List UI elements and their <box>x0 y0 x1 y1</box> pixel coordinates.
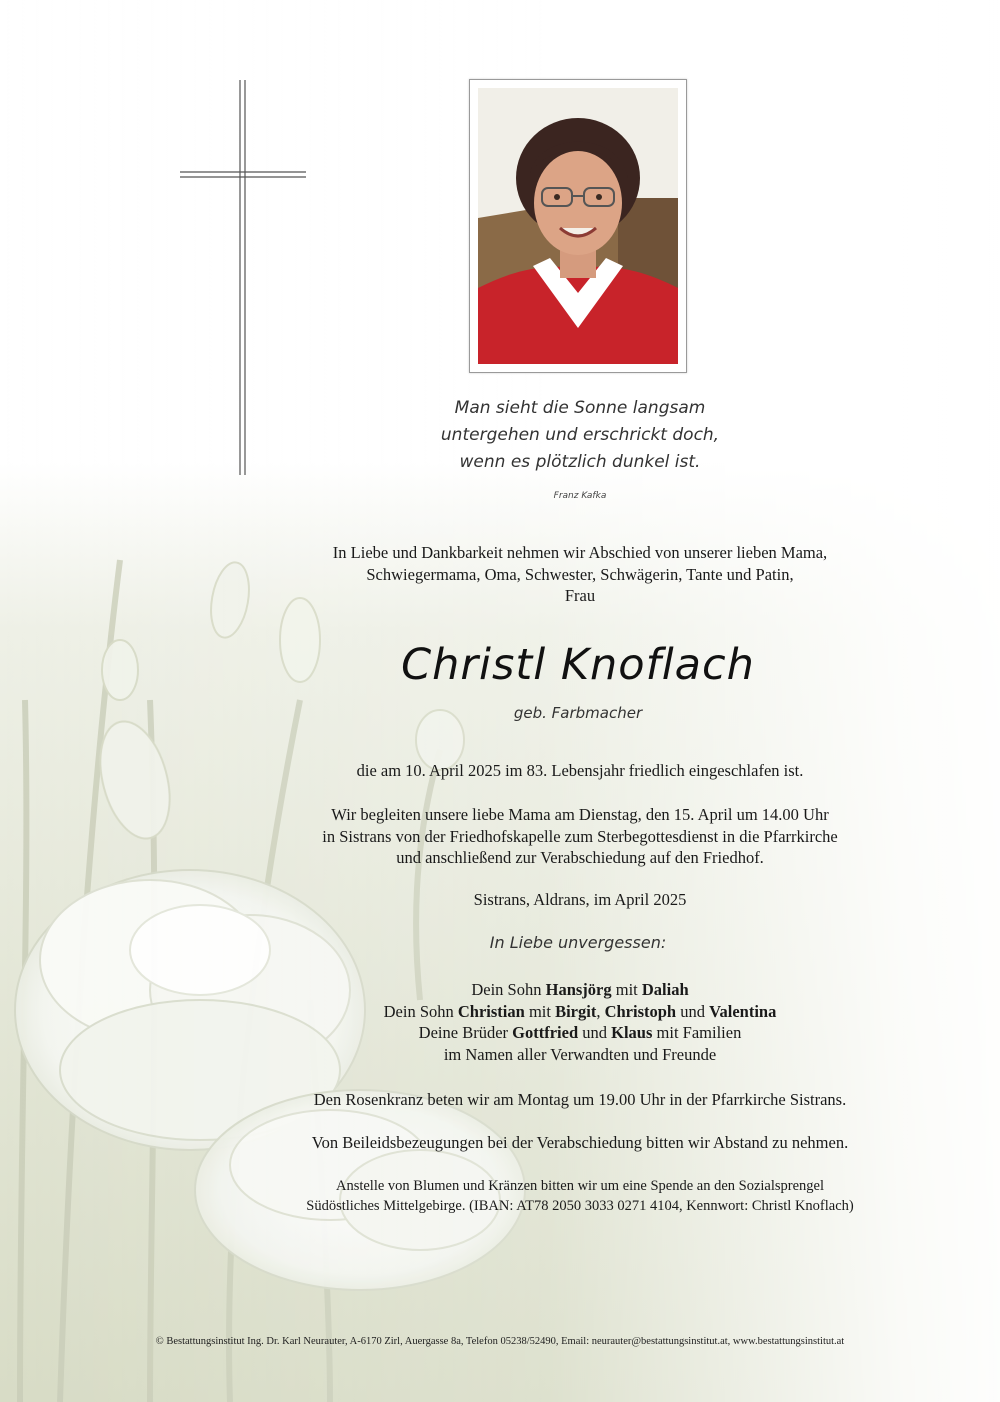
quote-line: untergehen und erschrickt doch, <box>440 425 720 445</box>
birth-name: geb. Farbmacher <box>513 704 643 722</box>
intro-line: In Liebe und Dankbarkeit nehmen wir Abschied von unserer lieben Mama, <box>332 543 828 562</box>
rosary-text: Den Rosenkranz beten wir am Montag um 19.00 Uhr in der Pfarrkirche Sistrans. <box>313 1090 847 1109</box>
donation-line: Anstelle von Blumen und Kränzen bitten wir um eine Spende an den Sozialsprengel <box>335 1178 825 1194</box>
footer-copyright: © Bestattungsinstitut Ing. Dr. Karl Neurauter, A-6170 Zirl, Auergasse 8a, Telefon 05238/52490, Email: neurauter@bestattungsinstitut.at, www.bestattungsinstitut.at <box>155 1336 845 1347</box>
dedication: In Liebe unvergessen: <box>489 933 667 952</box>
mourner-line: im Namen aller Verwandten und Freunde <box>443 1044 717 1064</box>
intro-line: Schwiegermama, Oma, Schwester, Schwägerin, Tante und Patin, <box>366 564 794 584</box>
mourner-name: Hansjörg <box>545 980 612 999</box>
mourner-text: Dein Sohn <box>471 980 546 999</box>
mourner-text: Dein Sohn <box>383 1001 458 1021</box>
mourner-line <box>230 979 930 1001</box>
intro-line: Frau <box>564 586 596 605</box>
funeral-line: und anschließend zur Verabschiedung auf den Friedhof. <box>396 848 764 867</box>
mourners-list <box>230 979 930 1065</box>
mourner-text: mit <box>524 1001 556 1021</box>
mourner-text: und <box>578 1023 612 1042</box>
mourner-line <box>230 1022 930 1044</box>
cross-icon <box>180 80 306 475</box>
portrait-photo <box>478 88 678 364</box>
death-notice-text: die am 10. April 2025 im 83. Lebensjahr friedlich eingeschlafen ist. <box>356 761 804 780</box>
place-date <box>230 889 930 911</box>
quote <box>380 395 780 476</box>
mourner-name: Daliah <box>641 980 689 999</box>
place-date-text: Sistrans, Aldrans, im April 2025 <box>473 890 687 909</box>
intro-text <box>230 542 930 607</box>
deceased-name: Christl Knoflach <box>401 640 755 690</box>
mourner-text: mit Familien <box>652 1023 742 1042</box>
funeral-line: Wir begleiten unsere liebe Mama am Dienstag, den 15. April um 14.00 Uhr <box>331 805 829 824</box>
mourner-name: Birgit <box>555 1001 597 1021</box>
mourner-name: Christoph <box>604 1001 677 1021</box>
rosary-info <box>230 1089 930 1111</box>
quote-line: wenn es plötzlich dunkel ist. <box>459 452 701 472</box>
mourner-name: Gottfried <box>512 1023 579 1042</box>
condolences-note <box>230 1132 930 1154</box>
quote-author: Franz Kafka <box>553 491 607 501</box>
donation-note <box>230 1176 930 1216</box>
condolences-text: Von Beileidsbezeugungen bei der Verabschiedung bitten wir Abstand zu nehmen. <box>311 1133 849 1152</box>
quote-line: Man sieht die Sonne langsam <box>454 398 706 418</box>
death-notice <box>230 760 930 782</box>
mourner-name: Valentina <box>709 1001 777 1021</box>
mourner-text: , <box>596 1001 605 1021</box>
funeral-line: in Sistrans von der Friedhofskapelle zum Sterbegottesdienst in die Pfarrkirche <box>322 826 838 846</box>
mourner-text: und <box>676 1001 710 1021</box>
mourner-text: Deine Brüder <box>418 1023 513 1042</box>
portrait-photo-frame <box>469 79 687 373</box>
funeral-info <box>230 804 930 869</box>
mourner-name: Christian <box>457 1001 525 1021</box>
donation-line: Südöstliches Mittelgebirge. (IBAN: AT78 2050 3033 0271 4104, Kennwort: Christl Knoflach) <box>306 1198 854 1214</box>
mourner-text: mit <box>611 980 642 999</box>
mourner-line <box>230 1001 930 1023</box>
mourner-name: Klaus <box>611 1023 653 1042</box>
